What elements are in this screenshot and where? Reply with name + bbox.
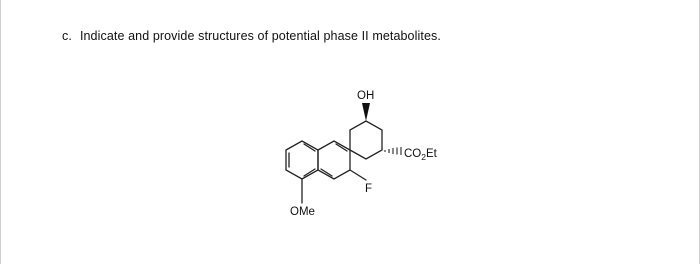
ester-label: $CO_2Et$ bbox=[404, 148, 437, 162]
hydroxyl-label: OH bbox=[357, 90, 375, 102]
methoxy-label: OMe bbox=[290, 206, 315, 218]
question-label: c. bbox=[62, 29, 72, 43]
question-body: Indicate and provide structures of potential phase II metabolites. bbox=[79, 29, 441, 43]
ring-right bbox=[350, 121, 382, 159]
ring-middle bbox=[318, 141, 350, 179]
hydroxyl-wedge bbox=[362, 103, 370, 121]
ring-left bbox=[286, 141, 318, 179]
fluorine-bond bbox=[350, 170, 366, 180]
ester-hash-bond bbox=[385, 147, 401, 155]
fluorine-label: F bbox=[365, 183, 373, 195]
